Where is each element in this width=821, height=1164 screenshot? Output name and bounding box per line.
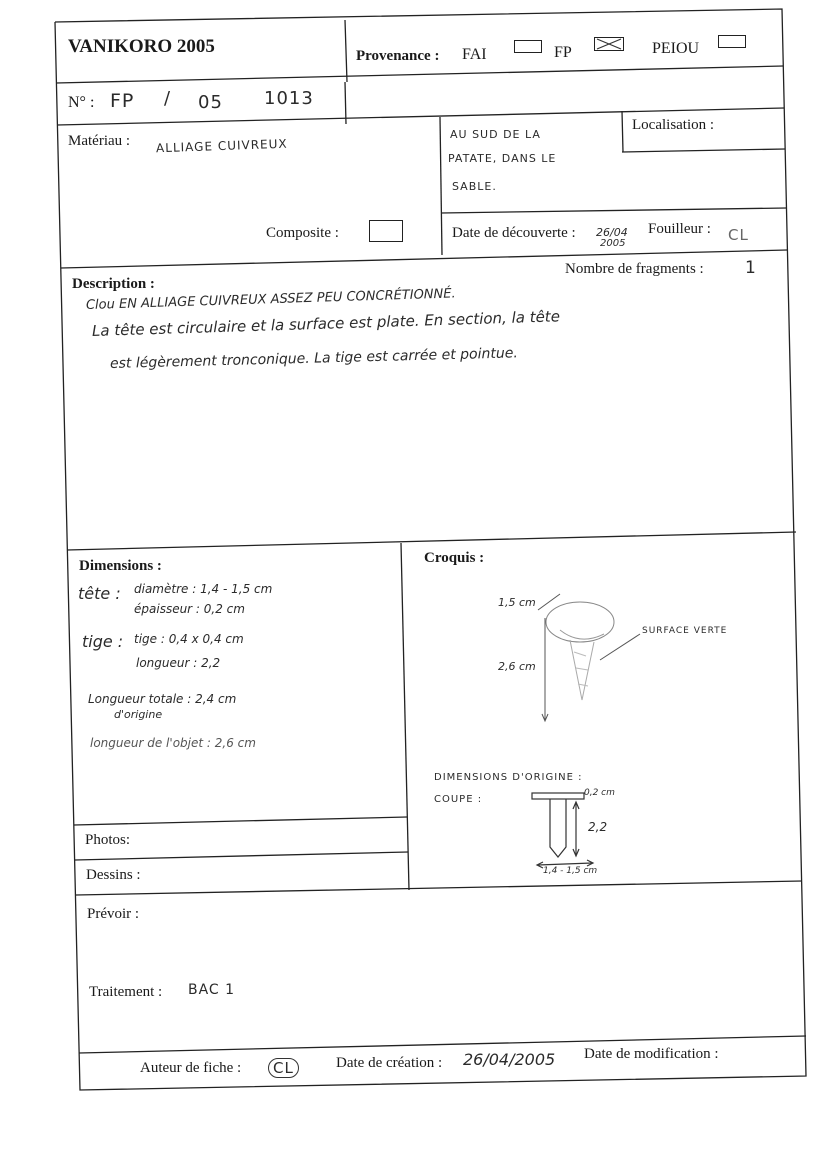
treatment-value: BAC 1 [188,982,236,998]
section-width: 1,4 - 1,5 cm [543,866,598,876]
provenance-option-fp-label: FP [554,44,572,61]
section-head-thickness: 0,2 cm [584,788,615,798]
fragments-value: 1 [745,258,757,278]
description-line-3: est légèrement tronconique. La tige est carrée et pointue. [109,345,519,372]
provenance-option-fai-label: FAI [462,46,487,63]
digger-value: CL [728,226,749,244]
provenance-option-peiou-label: PEIOU [652,40,700,57]
provenance-label: Provenance : [356,48,440,64]
dim-total-origin: d'origine [114,708,163,721]
dim-shaft-label: tige : [82,632,124,651]
photos-label: Photos: [85,832,131,848]
dim-head-thickness: épaisseur : 0,2 cm [134,602,245,616]
dim-shaft-size: tige : 0,4 x 0,4 cm [134,632,244,646]
dim-head-diameter: diamètre : 1,4 - 1,5 cm [134,582,273,596]
material-label: Matériau : [68,133,131,149]
discovery-date-day: 26/04 [596,226,628,239]
sketch-section-label: COUPE : [434,794,483,805]
description-label: Description : [72,276,155,292]
discovery-date-year: 2005 [600,238,626,249]
provenance-checkbox-peiou[interactable] [718,35,746,48]
provenance-checkbox-fp[interactable] [594,37,624,51]
section-shaft-length: 2,2 [588,820,608,834]
dim-total-length: Longueur totale : 2,4 cm [88,692,237,706]
description-line-2: La tête est circulaire et la surface est plate. En section, la tête [91,307,561,340]
location-label: Localisation : [632,117,715,133]
number-part-1: FP [110,90,135,112]
description-line-1: Clou EN ALLIAGE CUIVREUX ASSEZ PEU CONCRÉTIONNÉ. [85,286,456,313]
project-title: VANIKORO 2005 [68,36,215,57]
created-value: 26/04/2005 [463,1050,556,1069]
material-value: ALLIAGE CUIVREUX [155,136,288,156]
discovery-date-label: Date de découverte : [452,225,576,241]
author-label: Auteur de fiche : [140,1060,242,1076]
dim-shaft-length: longueur : 2,2 [136,656,221,670]
sketch-dim-side: 2,6 cm [498,660,536,673]
dim-object-length: longueur de l'objet : 2,6 cm [90,736,256,750]
section-shaft [550,799,566,857]
location-line-3: SABLE. [452,180,497,193]
dimensions-label: Dimensions : [79,558,162,574]
number-separator: / [164,88,172,109]
author-value: CL [268,1058,299,1078]
number-part-3: 1013 [264,88,314,109]
sketch-dim-top: 1,5 cm [498,596,536,609]
section-sketch [520,785,640,875]
section-head [532,793,584,799]
treatment-label: Traitement : [89,984,163,1000]
number-part-2: 05 [198,92,223,113]
location-line-1: AU SUD DE LA [450,128,541,141]
composite-label: Composite : [266,225,339,241]
plan-label: Prévoir : [87,906,140,922]
fragments-label: Nombre de fragments : [565,261,704,277]
location-line-2: PATATE, DANS LE [448,152,557,165]
number-label: N° : [68,94,95,111]
nail-head-sketch [546,602,614,642]
sketch-surface-note: SURFACE VERTE [642,626,728,636]
digger-label: Fouilleur : [648,221,711,237]
dim-head-label: tête : [78,584,121,603]
drawings-label: Dessins : [86,867,141,883]
sketch-label: Croquis : [424,550,485,566]
provenance-checkbox-fai[interactable] [514,40,542,53]
composite-checkbox[interactable] [369,220,403,242]
created-label: Date de création : [336,1055,443,1071]
modified-label: Date de modification : [584,1046,719,1062]
checked-x-icon [595,38,623,50]
sketch-origin-title: DIMENSIONS D'ORIGINE : [434,772,583,783]
